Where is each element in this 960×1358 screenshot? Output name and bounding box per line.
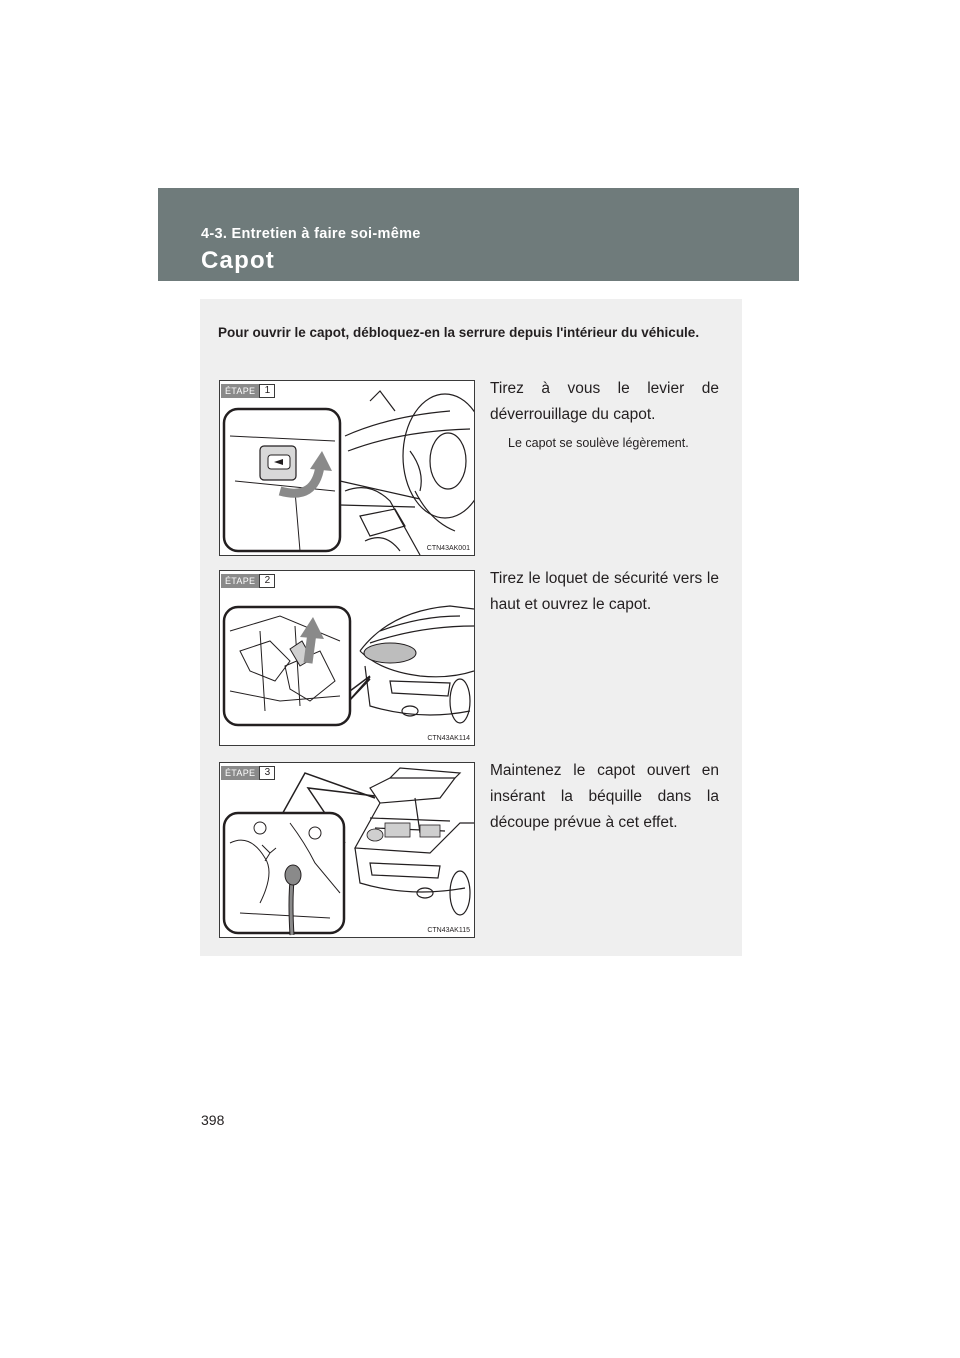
step-1-badge <box>221 384 275 398</box>
step-3-badge <box>221 766 275 780</box>
intro-text: Pour ouvrir le capot, débloquez-en la serrure depuis l'intérieur du véhicule. <box>218 325 700 340</box>
figure-code: CTN43AK115 <box>427 927 470 934</box>
figure-code: CTN43AK114 <box>427 735 470 742</box>
page-title: Capot <box>201 247 275 274</box>
step-2-figure <box>219 570 475 746</box>
step-2-text: Tirez le loquet de sécurité vers le haut et ouvrez le capot. <box>490 570 719 613</box>
step-1-figure <box>219 380 475 556</box>
hood-support-rod-icon <box>220 763 474 937</box>
step-number: 2 <box>259 574 275 588</box>
step-badge-word: ÉTAPE <box>221 574 259 588</box>
step-number: 1 <box>259 384 275 398</box>
figure-code: CTN43AK001 <box>426 545 470 552</box>
step-1-note: Le capot se soulève légèrement. <box>508 436 689 450</box>
safety-latch-icon <box>220 571 474 745</box>
step-badge-word: ÉTAPE <box>221 384 259 398</box>
step-1-text: Tirez à vous le levier de déverrouillage du capot. <box>490 380 719 423</box>
section-label: 4-3. Entretien à faire soi-même <box>201 226 421 242</box>
step-badge-word: ÉTAPE <box>221 766 259 780</box>
hood-release-lever-icon <box>220 381 474 555</box>
step-2-badge <box>221 574 275 588</box>
page-number: 398 <box>201 1112 225 1128</box>
step-3-figure <box>219 762 475 938</box>
step-number: 3 <box>259 766 275 780</box>
step-3-text: Maintenez le capot ouvert en insérant la béquille dans la découpe prévue à cet effet. <box>490 762 719 831</box>
